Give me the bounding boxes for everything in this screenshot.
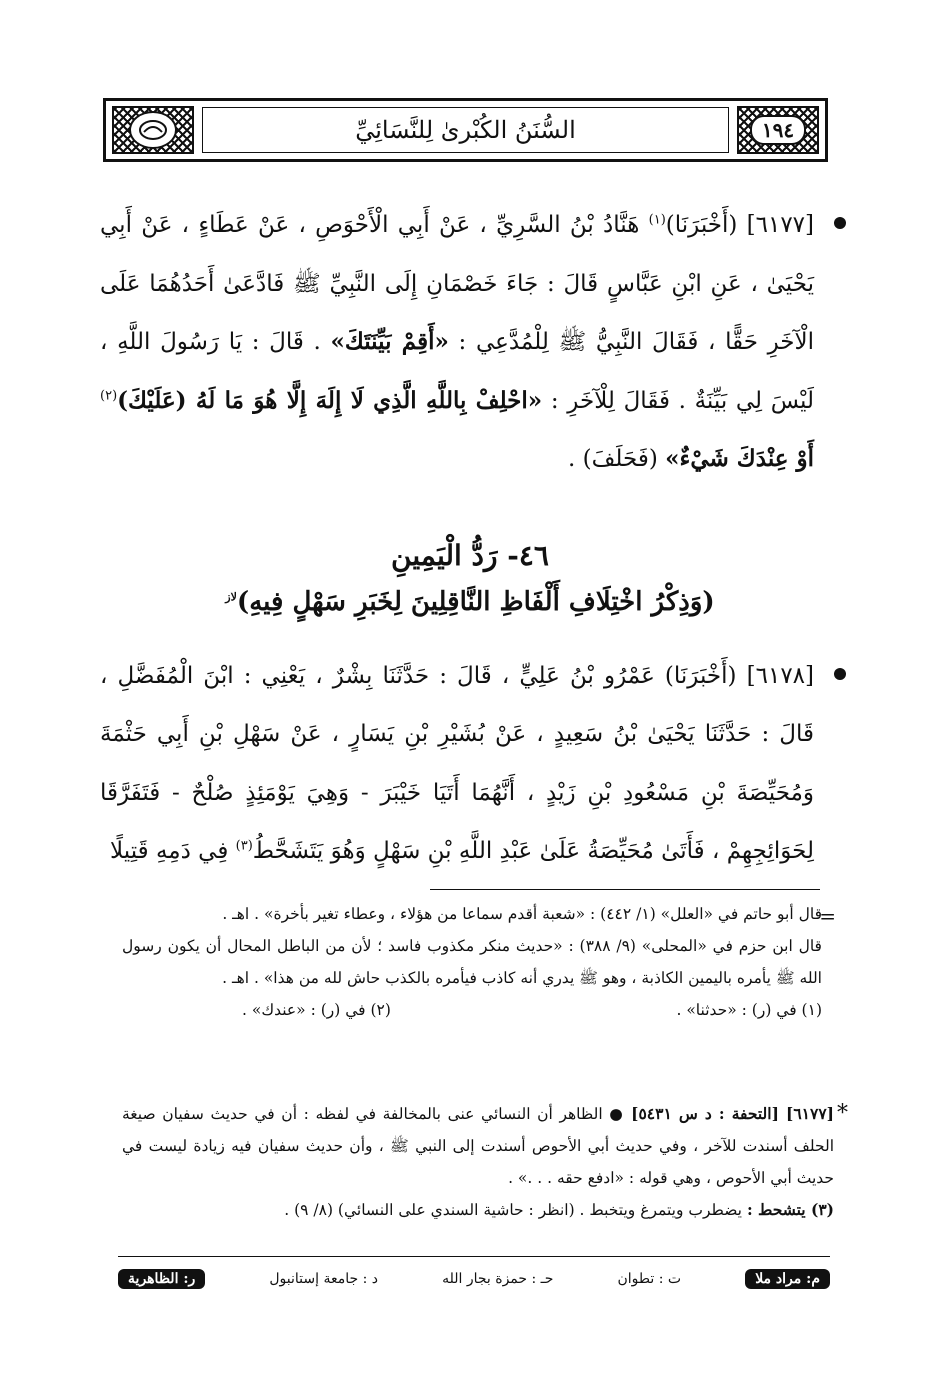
publisher-logo-icon — [129, 111, 177, 149]
hadith-6177 — [100, 196, 840, 489]
siglum-r: ر: الظاهرية — [118, 1269, 205, 1289]
chapter-heading — [100, 533, 840, 625]
prophet-quote: «احْلِفْ بِاللَّهِ الَّذِي لَا إِلَهَ إِلَّا هُوَ مَا لَهُ (عَلَيْكَ) — [117, 386, 543, 414]
siglum-h: حـ : حمزة بجار الله — [442, 1271, 554, 1287]
takhrij-notes — [122, 1098, 848, 1226]
chapter-title: ٤٦- رَدُّ الْيَمِينِ — [391, 538, 549, 572]
footnote-ref: (١) — [648, 212, 666, 228]
hadith-number: [٦١٧٨] — [746, 662, 815, 689]
bullet-icon — [834, 668, 846, 680]
footnote-ref: (٢) — [100, 387, 118, 403]
chapter-subtitle-text: (وَذِكْرُ اخْتِلَافِ أَلْفَاظِ النَّاقِلِينَ لِخَبَرِ سَهْلٍ فِيهِ) — [236, 586, 715, 617]
takhrij-text: الظاهر أن النسائي عنى بالمخالفة في لفظه : أن في حديث سفيان صيغة الحلف أسندت للآخر ، وفي حديث أبي الأحوص أسندت إلى النبي ﷺ ، وأن حديث سفيان فيه زيادة ليست في حديث أبي الأحوص ، وهي قوله : «ادفع حقه . . .» . — [122, 1105, 834, 1187]
dot-icon: ● — [609, 1105, 625, 1123]
footnote-1: (١) في (ر) : «حدثنا» . — [676, 1001, 822, 1019]
footnote-divider — [430, 889, 820, 890]
main-text — [100, 196, 840, 881]
siglum-m: م: مراد ملا — [745, 1269, 830, 1289]
akhbarana: (أَخْبَرَنَا) — [664, 662, 737, 689]
hadith-number: [٦١٧٧] — [746, 212, 815, 238]
page-number-ornament — [737, 106, 819, 154]
takhrij-line — [122, 1098, 834, 1194]
hadith-text: . قَالَ : يَا رَسُولَ اللَّهِ ، لَيْسَ لِي بَيِّنَةٌ . فَقَالَ لِلْآخَرِ : — [100, 329, 815, 414]
chapter-subtitle — [100, 579, 840, 625]
hadith-text: هَنَّادُ بْنُ السَّرِيِّ ، عَنْ أَبِي الْأَحْوَصِ ، عَنْ عَطَاءٍ ، عَنْ أَبِي يَحْيَىٰ ، عَنِ ابْنِ عَبَّاسٍ قَالَ : جَاءَ خَصْمَانِ إِلَى النَّبِيِّ ﷺ فَادَّعَىٰ أَحَدُهُمَا عَلَى الْآخَرِ حَقًّا ، فَقَالَ النَّبِيُّ ﷺ لِلْمُدَّعِي : — [100, 212, 815, 355]
hadith-6178 — [100, 647, 840, 881]
footnote-row — [122, 994, 822, 1026]
footnote-3-text: يضطرب ويتمرغ ويتخبط . (انظر : حاشية السندي على النسائي) (٨/ ٩) . — [284, 1201, 742, 1219]
page-header — [103, 98, 828, 162]
akhbarana: (أَخْبَرَنَا) — [665, 212, 738, 238]
footnote-ref: (٣) — [235, 838, 253, 854]
siglum-d: د : جامعة إستانبول — [269, 1271, 378, 1287]
page-number: ١٩٤ — [750, 115, 806, 145]
takhrij-ref: [٦١٧٧] [التحفة : د س ٥٤٣١] — [631, 1104, 834, 1123]
footnote-3-label: (٣) يتشحط : — [746, 1200, 834, 1219]
logo-emblem-icon — [138, 119, 168, 141]
logo-ornament — [112, 106, 194, 154]
footnote-line: قال ابن حزم في «المحلى» (٩/ ٣٨٨) : «حديث منكر مكذوب فاسد ؛ لأن من الباطل المحال أن يكون رسول الله ﷺ يأمره باليمين الكاذبة ، وهو ﷺ يدري أنه كاذب فيأمره بالكذب حاش لله من هذا» . اهـ . — [122, 937, 822, 987]
footnote-line: قال أبو حاتم في «العلل» (١/ ٤٤٢) : «شعبة أقدم سماعا من هؤلاء ، وعطاء تغير بأخرة» . اهـ . — [222, 905, 822, 923]
manuscript-marker: لاز — [225, 589, 237, 603]
bullet-icon — [834, 217, 846, 229]
hadith-text: عَمْرُو بْنُ عَلِيٍّ ، قَالَ : حَدَّثَنَا بِشْرٌ ، يَعْنِي : ابْنَ الْمُفَضَّلِ ، قَالَ : حَدَّثَنَا يَحْيَىٰ بْنُ سَعِيدٍ ، عَنْ بُشَيْرِ بْنِ يَسَارٍ ، عَنْ سَهْلِ بْنِ أَبِي حَثْمَةَ وَمُحَيِّصَةَ بْنِ مَسْعُودِ بْنِ زَيْدٍ ، أَنَّهُمَا أَتَيَا خَيْبَرَ - وَهِيَ يَوْمَئِذٍ صُلْحٌ - فَتَفَرَّقَا لِحَوَائِجِهِمْ ، فَأَتَىٰ مُحَيِّصَةُ عَلَىٰ عَبْدِ اللَّهِ بْنِ سَهْلٍ وَهُوَ يَتَشَحَّطُ — [100, 662, 814, 864]
prophet-quote: «أَقِمْ بَيِّنَتَكَ» — [330, 328, 449, 355]
footnotes — [122, 898, 836, 1026]
manuscript-sigla-footer — [118, 1264, 830, 1294]
hadith-text: (فَحَلَفَ) . — [568, 446, 658, 472]
footer-divider — [118, 1256, 830, 1257]
hadith-text: فِي دَمِهِ قَتِيلًا — [110, 838, 229, 864]
continuation-mark: = — [819, 904, 836, 928]
prophet-quote: أَوْ عِنْدَكَ شَيْءٌ» — [665, 445, 814, 472]
running-title: السُّنَنُ الكُبْرىٰ لِلنَّسَائِيِّ — [355, 116, 576, 144]
star-icon: * — [837, 1101, 848, 1126]
siglum-t: ت : تطوان — [617, 1271, 682, 1287]
footnote-2: (٢) في (ر) : «عندك» . — [242, 1001, 391, 1019]
footnote-3 — [122, 1194, 834, 1226]
